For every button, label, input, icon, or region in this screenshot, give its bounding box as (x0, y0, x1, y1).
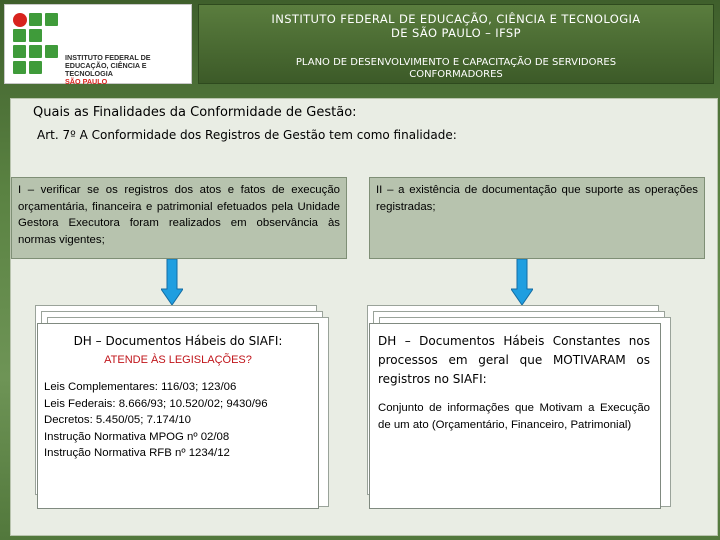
article-text: Art. 7º A Conformidade dos Registros de Gestão tem como finalidade: (37, 128, 457, 142)
purpose-card-2: II – a existência de documentação que suporte as operações registradas; (369, 177, 705, 259)
content-panel (10, 98, 718, 536)
logo-mark-icon (13, 13, 73, 79)
down-arrow-icon (161, 259, 183, 305)
list-item: Decretos: 5.450/05; 7.174/10 (44, 414, 191, 426)
institution-title: INSTITUTO FEDERAL DE EDUCAÇÃO, CIÊNCIA E TECNOLOGIA DE SÃO PAULO – IFSP (271, 12, 641, 40)
purpose-card-1: I – verificar se os registros dos atos e fatos de execução orçamentária, financeira e patrimonial efetuados pela Unidade Gestora Executora foram realizados em observância às normas vigentes; (11, 177, 347, 259)
list-item: Leis Federais: 8.666/93; 10.520/02; 9430/96 (44, 397, 268, 410)
document-stack-siafi (35, 305, 335, 511)
list-item: Instrução Normativa MPOG nº 02/08 (44, 430, 230, 443)
doc-siafi-title: DH – Documentos Hábeis do SIAFI: (73, 334, 283, 348)
page-heading: Quais as Finalidades da Conformidade de Gestão: (33, 105, 357, 120)
list-item: Instrução Normativa RFB nº 1234/12 (44, 447, 230, 459)
legislation-list (44, 379, 314, 462)
title-bar (198, 4, 714, 84)
document-stack-processes (367, 305, 677, 511)
list-item: Leis Complementares: 116/03; 123/06 (44, 381, 237, 393)
doc-processes-body: Conjunto de informações que Motivam a Execução de um ato (Orçamentário, Financeiro, Patrimonial) (378, 402, 650, 431)
plan-subtitle: PLANO DE DESENVOLVIMENTO E CAPACITAÇÃO DE SERVIDORES CONFORMADORES (295, 57, 617, 80)
doc-processes-title: DH – Documentos Hábeis Constantes nos processos em geral que MOTIVARAM os registros no SIAFI: (378, 334, 650, 386)
doc-siafi-question: ATENDE ÀS LEGISLAÇÕES? (104, 354, 252, 366)
logo-text: INSTITUTO FEDERAL DE EDUCAÇÃO, CIÊNCIA E TECNOLOGIA SÃO PAULO (65, 53, 151, 86)
header (0, 0, 720, 88)
down-arrow-icon (511, 259, 533, 305)
ifsp-logo (4, 4, 192, 84)
